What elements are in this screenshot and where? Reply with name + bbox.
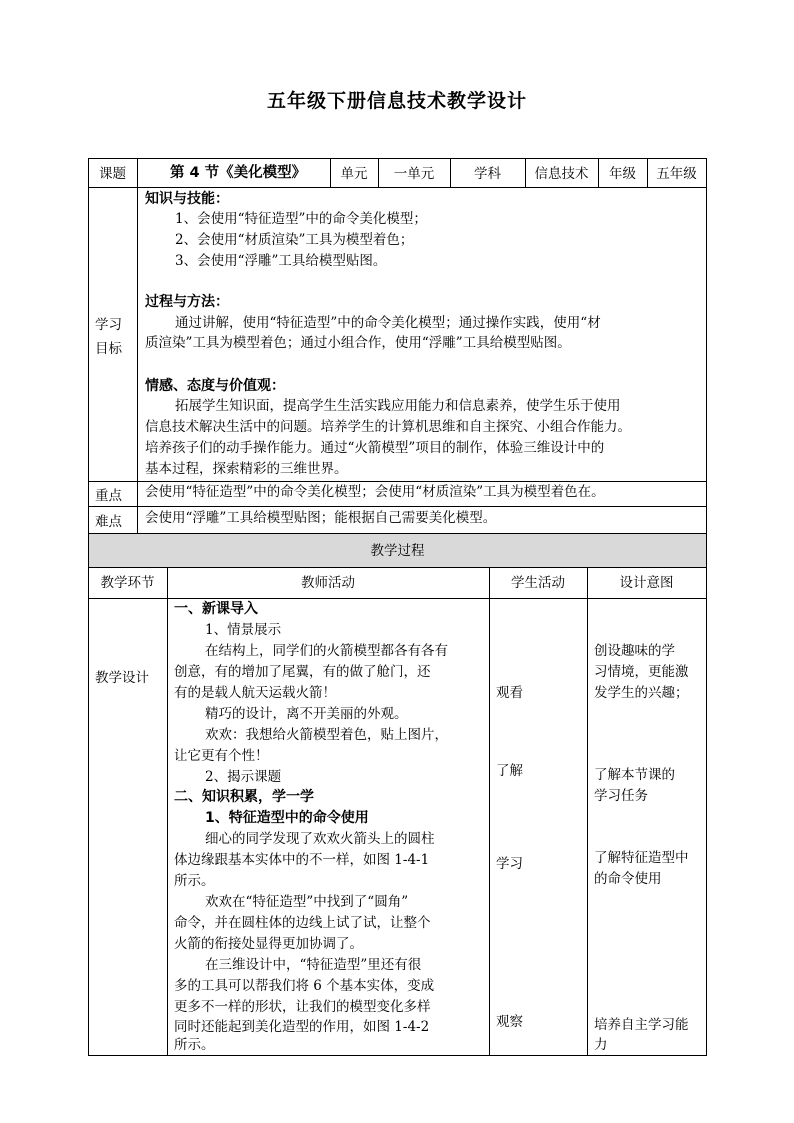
teacher-line: 一、新课导入 (174, 601, 258, 617)
grade-label: 年级 (609, 166, 636, 182)
column-header: 教学环节 (100, 575, 155, 591)
student-activity: 学习 (496, 856, 523, 872)
knowledge-item: 1、会使用“特征造型”中的命令美化模型； (175, 211, 427, 227)
student-activity: 观察 (496, 1014, 523, 1030)
segment-label: 教学设计 (95, 670, 149, 686)
process-line: 通过讲解，使用“特征造型”中的命令美化模型；通过操作实践，使用“材 (175, 315, 601, 331)
difficulty-label: 难点 (95, 514, 122, 530)
teacher-line: 在三维设计中，“特征造型”里还有很 (205, 957, 422, 973)
knowledge-item: 3、会使用“浮雕”工具给模型贴图。 (175, 253, 387, 269)
teacher-line: 欢欢在“特征造型”中找到了“圆角” (205, 894, 409, 910)
teacher-line: 细心的同学发现了欢欢火箭头上的圆柱 (205, 831, 435, 847)
emotion-heading: 情感、态度与价值观： (145, 378, 285, 394)
column-header: 教师活动 (301, 575, 355, 591)
teacher-line: 更多不一样的形状，让我们的模型变化多样 (174, 999, 431, 1015)
page-title: 五年级下册信息技术教学设计 (266, 90, 527, 112)
process-line: 质渲染”工具为模型着色；通过小组合作，使用“浮雕”工具给模型贴图。 (145, 335, 571, 351)
design-intent: 习情境，更能激 (594, 664, 689, 680)
teacher-line: 有的是载人航天运载火箭！ (174, 685, 336, 701)
teacher-line: 命令，并在圆柱体的边线上试了试，让整个 (174, 915, 431, 931)
grade-value: 五年级 (656, 166, 697, 182)
objectives-label-2: 目标 (95, 341, 122, 357)
column-header: 学生活动 (511, 575, 565, 591)
design-intent: 了解本节课的 (594, 767, 675, 783)
teacher-line: 体边缘跟基本实体中的不一样，如图 1-4-1 (174, 852, 430, 868)
emotion-line: 信息技术解决生活中的问题。培养学生的计算机思维和自主探究、小组合作能力。 (145, 419, 631, 435)
emotion-line: 基本过程，探索精彩的三维世界。 (145, 461, 348, 477)
subject-label: 学科 (474, 166, 501, 182)
emotion-line: 培养孩子们的动手操作能力。通过“火箭模型”项目的制作，体验三维设计中的 (145, 440, 605, 456)
teacher-line: 二、知识积累，学一学 (174, 789, 314, 805)
objectives-label-1: 学习 (95, 317, 122, 333)
design-intent: 发学生的兴趣； (594, 685, 689, 701)
design-intent: 创设趣味的学 (594, 643, 675, 659)
knowledge-item: 2、会使用“材质渲染”工具为模型着色； (175, 232, 414, 248)
teacher-line: 在结构上，同学们的火箭模型都各有各有 (205, 643, 448, 659)
emotion-line: 拓展学生知识面，提高学生生活实践应用能力和信息素养，使学生乐于使用 (175, 398, 621, 414)
key-point-label: 重点 (95, 488, 122, 504)
design-intent: 培养自主学习能 (594, 1017, 689, 1033)
teacher-line: 精巧的设计，离不开美丽的外观。 (205, 706, 408, 722)
teacher-line: 1、情景展示 (205, 622, 282, 638)
knowledge-heading: 知识与技能： (145, 191, 229, 207)
unit-label: 单元 (340, 166, 368, 182)
difficulty-text: 会使用“浮雕”工具给模型贴图；能根据自己需要美化模型。 (145, 510, 497, 526)
unit-value: 一单元 (393, 166, 435, 182)
process-heading: 过程与方法： (145, 294, 229, 310)
teacher-line: 所示。 (174, 873, 215, 889)
teacher-line: 火箭的衔接处显得更加协调了。 (174, 936, 363, 952)
student-activity: 了解 (496, 763, 523, 779)
lesson-title: 第 4 节《美化模型》 (170, 165, 307, 181)
design-intent: 了解特征造型中 (594, 850, 689, 866)
column-header: 设计意图 (619, 575, 674, 591)
key-point-text: 会使用“特征造型”中的命令美化模型；会使用“材质渲染”工具为模型着色在。 (145, 484, 605, 500)
lesson-label: 课题 (99, 166, 126, 182)
subject-value: 信息技术 (534, 166, 589, 182)
student-activity: 观看 (496, 685, 523, 701)
teacher-line: 1、特征造型中的命令使用 (205, 810, 369, 826)
design-intent: 学习任务 (594, 788, 648, 804)
process-title: 教学过程 (370, 543, 425, 559)
design-intent: 力 (594, 1037, 608, 1053)
teacher-line: 让它更有个性！ (174, 748, 269, 764)
teacher-line: 所示。 (174, 1037, 215, 1053)
teacher-line: 同时还能起到美化造型的作用，如图 1-4-2 (174, 1019, 430, 1035)
teacher-line: 创意，有的增加了尾翼，有的做了舱门，还 (174, 664, 431, 680)
design-intent: 的命令使用 (594, 871, 662, 887)
teacher-line: 欢欢：我想给火箭模型着色，贴上图片， (205, 727, 448, 743)
teacher-line: 多的工具可以帮我们将 6 个基本实体，变成 (174, 978, 435, 994)
teacher-line: 2、揭示课题 (205, 769, 282, 785)
